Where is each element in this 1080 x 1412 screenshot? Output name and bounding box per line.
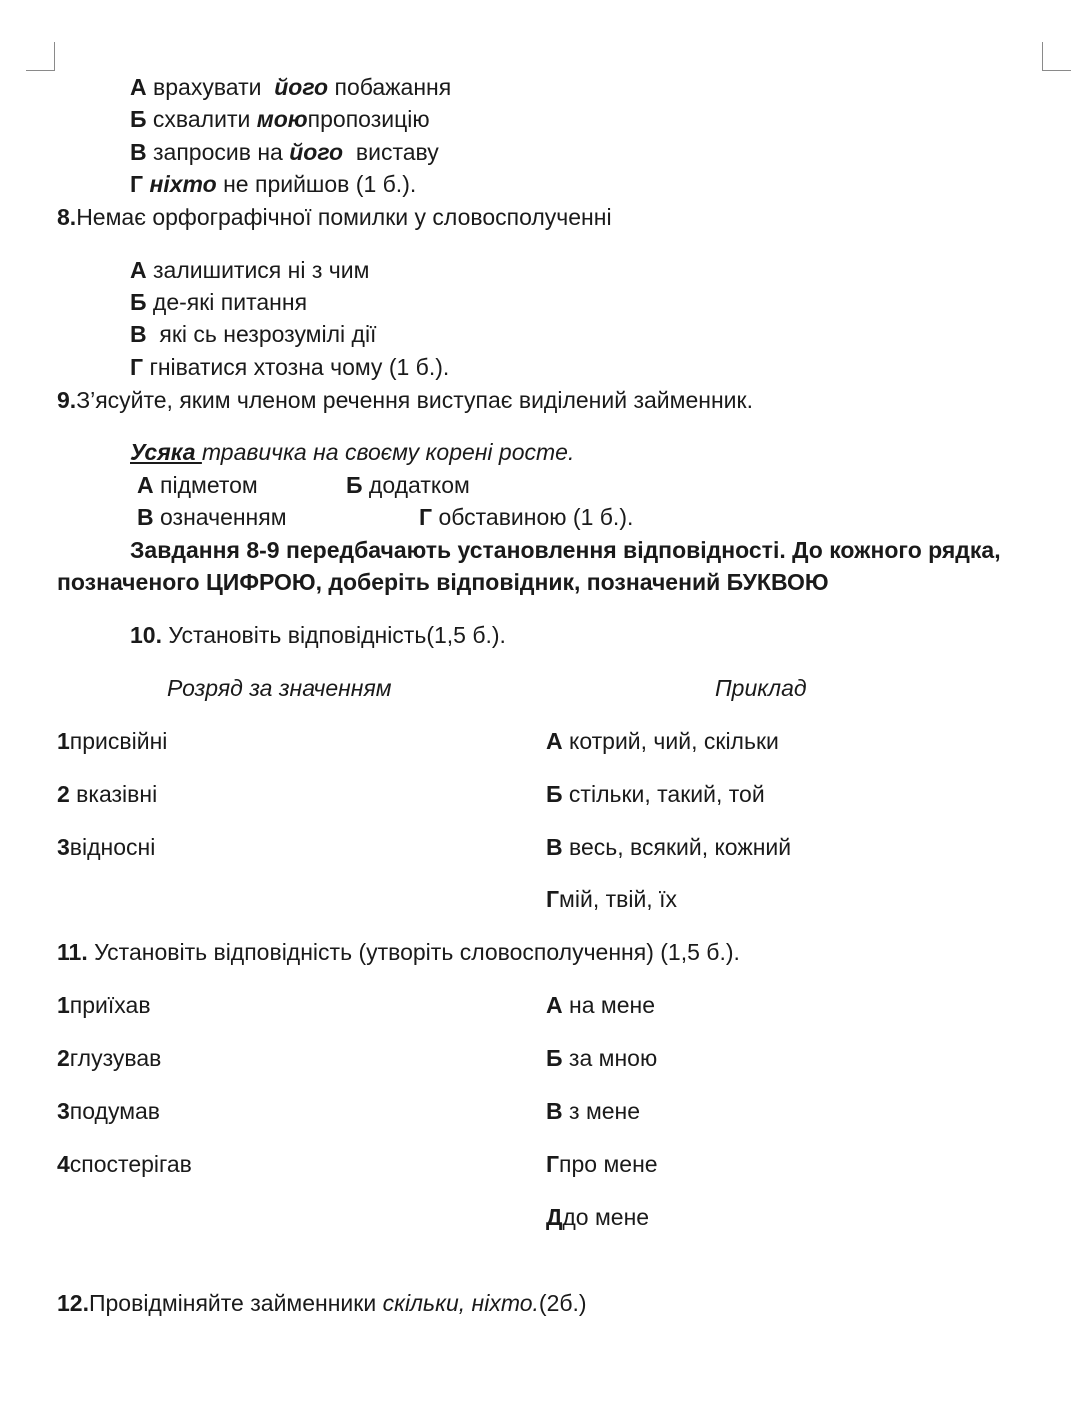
q10-right-item-d: Гмій, твій, їх [546, 886, 677, 912]
q8-option-b: Б де-які питання [130, 289, 308, 315]
q11-right-item-d: Гпро мене [546, 1151, 658, 1177]
q11-right-item-e: Ддо мене [546, 1204, 650, 1230]
q7-option-a: А врахувати його побажання [130, 74, 452, 100]
q10-column-header-right: Приклад [715, 675, 807, 701]
q10-right-item-a: А котрий, чий, скільки [546, 728, 779, 754]
q11-right-item-a: А на мене [546, 992, 655, 1018]
q9-option-d: Г обставиною (1 б.). [419, 504, 634, 530]
page-corner-marker-top-right [1042, 42, 1071, 71]
q7-option-b: Б схвалити моюпропозицію [130, 106, 430, 132]
q7-option-d: Г ніхто не прийшов (1 б.). [130, 171, 417, 197]
q8-question: 8.Немає орфографічної помилки у словосполученні [57, 204, 612, 230]
q10-question: 10. Установіть відповідність(1,5 б.). [130, 622, 506, 648]
q9-option-b: Б додатком [346, 472, 470, 498]
q10-right-item-c: В весь, всякий, кожний [546, 834, 792, 860]
q9-option-c: В означенням [137, 504, 287, 530]
q11-right-item-b: Б за мною [546, 1045, 658, 1071]
q10-column-header-left: Розряд за значенням [167, 675, 392, 701]
q8-option-c: В які сь незрозумілі дії [130, 321, 377, 347]
q12-question: 12.Провідміняйте займенники скільки, ніхто.(2б.) [57, 1290, 587, 1316]
q11-right-item-c: В з мене [546, 1098, 641, 1124]
q11-left-item-4: 4спостерігав [57, 1151, 192, 1177]
q9-option-a: А підметом [137, 472, 258, 498]
q10-left-item-2: 2 вказівні [57, 781, 158, 807]
q9-question: 9.З’ясуйте, яким членом речення виступає виділений займенник. [57, 387, 753, 413]
q9-sentence: Усяка травичка на своєму корені росте. [130, 439, 575, 465]
q8-option-d: Г гніватися хтозна чому (1 б.). [130, 354, 450, 380]
q11-left-item-1: 1приїхав [57, 992, 151, 1018]
instructions-line-2: позначеного ЦИФРОЮ, доберіть відповідник, позначений БУКВОЮ [57, 569, 829, 595]
q10-right-item-b: Б стільки, такий, той [546, 781, 765, 807]
page-corner-marker-top-left [26, 42, 55, 71]
instructions-line-1: Завдання 8-9 передбачають установлення відповідності. До кожного рядка, [130, 537, 1001, 563]
q10-left-item-3: 3відносні [57, 834, 156, 860]
q11-left-item-2: 2глузував [57, 1045, 162, 1071]
q7-option-c: В запросив на його виставу [130, 139, 439, 165]
q8-option-a: А залишитися ні з чим [130, 257, 370, 283]
q11-question: 11. Установіть відповідність (утворіть словосполучення) (1,5 б.). [57, 939, 740, 965]
q11-left-item-3: 3подумав [57, 1098, 161, 1124]
q10-left-item-1: 1присвійні [57, 728, 168, 754]
